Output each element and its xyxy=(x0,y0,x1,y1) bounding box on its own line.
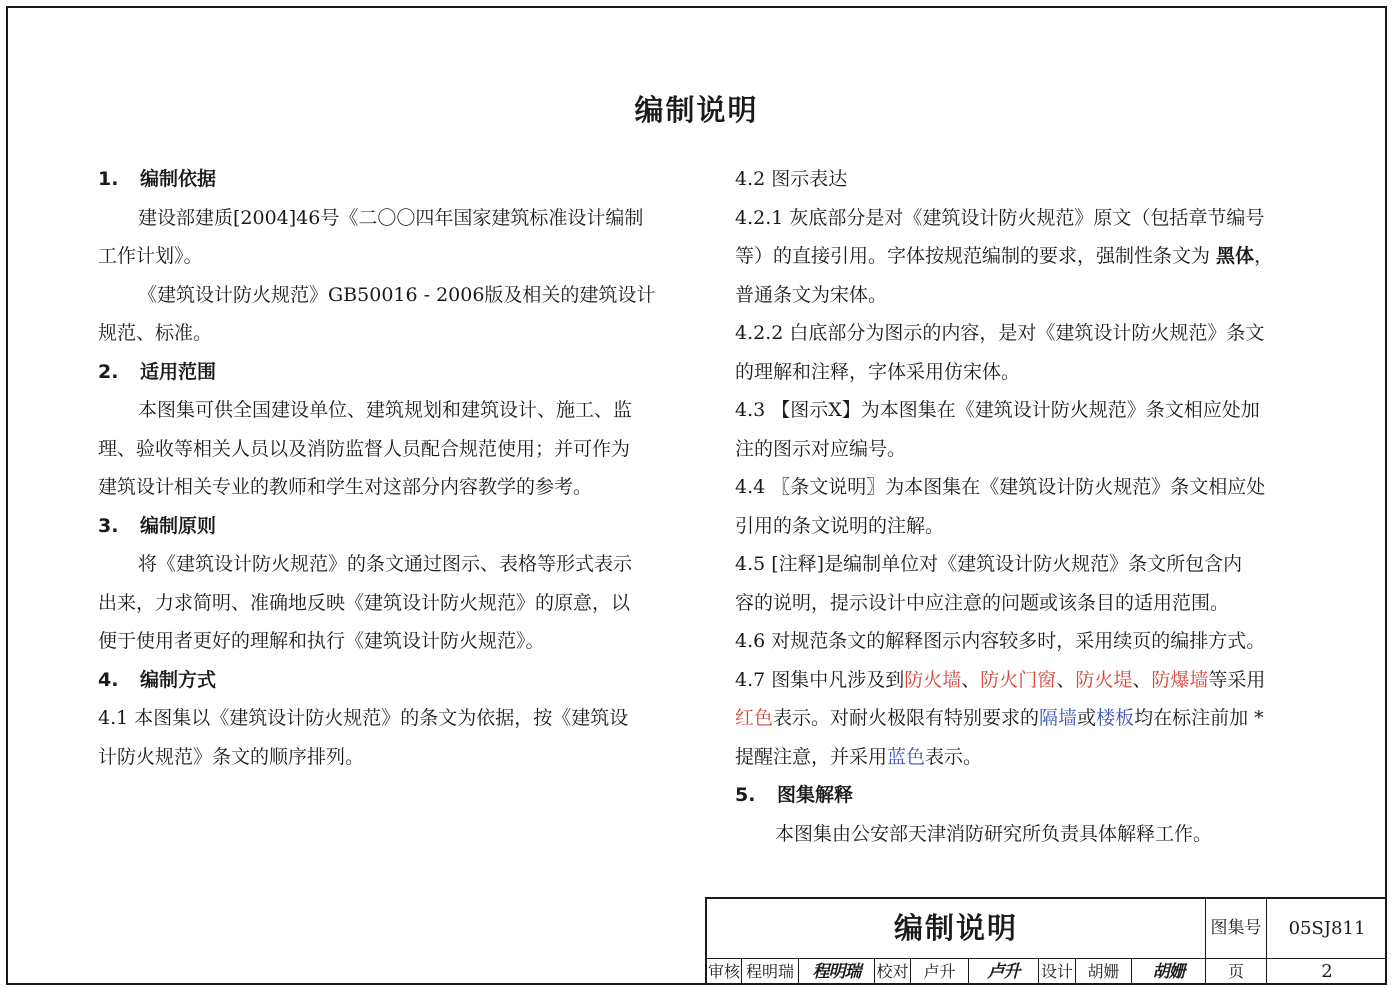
paragraph-line: 的理解和注释，字体采用仿宋体。 xyxy=(735,360,1021,383)
text-run: 表示。对耐火极限有特别要求的 xyxy=(773,707,1040,729)
paragraph-line: 出来，力求简明、准确地反映《建筑设计防火规范》的原意，以 xyxy=(98,591,631,614)
page-title: 编制说明 xyxy=(634,93,759,127)
paragraph-line: 容的说明，提示设计中应注意的问题或该条目的适用范围。 xyxy=(735,591,1230,614)
paragraph-line: 4.2.1 灰底部分是对《建筑设计防火规范》原文（包括章节编号 xyxy=(735,206,1265,229)
title-block xyxy=(705,897,1387,985)
paragraph-line: 4.1 本图集以《建筑设计防火规范》的条文为依据，按《建筑设 xyxy=(98,707,629,729)
paragraph-line: 4.5 [注释]是编制单位对《建筑设计防火规范》条文所包含内 xyxy=(735,553,1243,575)
paragraph-line: 4.4 〖条文说明〗为本图集在《建筑设计防火规范》条文相应处 xyxy=(735,476,1266,498)
paragraph-line: 本图集由公安部天津消防研究所负责具体解释工作。 xyxy=(775,822,1213,845)
section-number: 3. xyxy=(98,514,119,537)
title-block-row-signatures xyxy=(707,959,1387,985)
paragraph-line xyxy=(735,661,1310,700)
paragraph-line: 规范、标准。 xyxy=(98,322,213,344)
section-heading-3 xyxy=(98,507,668,546)
title-block-title: 编制说明 xyxy=(707,899,1206,958)
text-run: 等）的直接引用。字体按规范编制的要求，强制性条文为 xyxy=(735,245,1217,267)
reviewer-name: 程明瑞 xyxy=(742,959,799,985)
page-number: 2 xyxy=(1321,961,1333,982)
red-text: 红色 xyxy=(735,707,774,729)
text-run: 、 xyxy=(1056,668,1076,691)
reviewer-signature: 程明瑞 xyxy=(799,959,875,985)
paragraph-line: 便于使用者更好的理解和执行《建筑设计防火规范》。 xyxy=(98,630,545,652)
paragraph-line: 计防火规范》条文的顺序排列。 xyxy=(98,745,365,768)
checker-name: 卢升 xyxy=(911,959,969,985)
left-column xyxy=(98,160,668,776)
bold-text: 黑体 xyxy=(1216,245,1255,267)
checker-signature: 卢升 xyxy=(969,959,1039,985)
paragraph-line: 建筑设计相关专业的教师和学生对这部分内容教学的参考。 xyxy=(98,476,593,498)
section-title: 编制方式 xyxy=(140,668,217,691)
section-number: 4. xyxy=(98,668,119,691)
section-number: 2. xyxy=(98,360,119,383)
page-label: 页 xyxy=(1206,959,1267,985)
paragraph-line: 4.2.2 白底部分为图示的内容，是对《建筑设计防火规范》条文 xyxy=(735,322,1265,344)
paragraph-line: 4.3 【图示X】为本图集在《建筑设计防火规范》条文相应处加 xyxy=(735,399,1260,421)
red-text: 防火墙 xyxy=(904,668,962,691)
right-column xyxy=(735,160,1310,853)
section-title: 编制原则 xyxy=(140,514,217,537)
title-block-row-top xyxy=(707,899,1387,959)
text-run: 提醒注意，并采用 xyxy=(735,745,888,768)
check-label: 校对 xyxy=(875,959,911,985)
paragraph-line: 普通条文为宋体。 xyxy=(735,283,888,306)
paragraph-line xyxy=(735,699,1310,738)
red-text: 防爆墙 xyxy=(1151,668,1209,691)
paragraph-line xyxy=(735,237,1310,276)
section-heading-4 xyxy=(98,661,668,700)
section-title: 编制依据 xyxy=(140,168,217,190)
text-run: 或 xyxy=(1077,707,1097,729)
text-run: 、 xyxy=(961,668,981,691)
section-title: 适用范围 xyxy=(140,360,217,383)
review-label: 审核 xyxy=(707,959,742,985)
blue-text: 蓝色 xyxy=(887,745,926,768)
text-run: 4.7 图集中凡涉及到 xyxy=(735,668,905,691)
section-heading-2 xyxy=(98,353,668,392)
atlas-number-label: 图集号 xyxy=(1206,899,1267,958)
section-heading-1 xyxy=(98,160,668,199)
paragraph-line: 4.2 图示表达 xyxy=(735,168,848,190)
text-run: 均在标注前加 * xyxy=(1134,707,1264,729)
designer-name: 胡姗 xyxy=(1076,959,1132,985)
paragraph-line: 建设部建质[2004]46号《二〇〇四年国家建筑标准设计编制 xyxy=(138,206,644,229)
paragraph-line: 将《建筑设计防火规范》的条文通过图示、表格等形式表示 xyxy=(138,553,633,575)
section-heading-5 xyxy=(735,776,1310,815)
atlas-number: 05SJ811 xyxy=(1288,918,1366,939)
paragraph-line: 理、验收等相关人员以及消防监督人员配合规范使用；并可作为 xyxy=(98,437,631,460)
text-run: ， xyxy=(1254,245,1274,267)
blue-text: 隔墙 xyxy=(1039,707,1078,729)
paragraph-line: 工作计划》。 xyxy=(98,245,203,267)
paragraph-line xyxy=(735,738,1310,777)
section-title: 图集解释 xyxy=(777,784,854,806)
paragraph-line: 本图集可供全国建设单位、建筑规划和建筑设计、施工、监 xyxy=(138,399,633,421)
text-run: 等采用 xyxy=(1208,668,1266,691)
paragraph-line: 4.6 对规范条文的解释图示内容较多时，采用续页的编排方式。 xyxy=(735,630,1266,652)
paragraph-line: 《建筑设计防火规范》GB50016 - 2006版及相关的建筑设计 xyxy=(138,283,656,306)
section-number: 1. xyxy=(98,168,119,190)
red-text: 防火门窗 xyxy=(980,668,1057,691)
section-number: 5. xyxy=(735,784,756,806)
text-run: 、 xyxy=(1132,668,1152,691)
red-text: 防火堤 xyxy=(1075,668,1133,691)
designer-signature: 胡姗 xyxy=(1132,959,1206,985)
blue-text: 楼板 xyxy=(1096,707,1135,729)
text-run: 表示。 xyxy=(925,745,983,768)
paragraph-line: 注的图示对应编号。 xyxy=(735,437,907,460)
design-label: 设计 xyxy=(1039,959,1076,985)
paragraph-line: 引用的条文说明的注解。 xyxy=(735,514,945,537)
